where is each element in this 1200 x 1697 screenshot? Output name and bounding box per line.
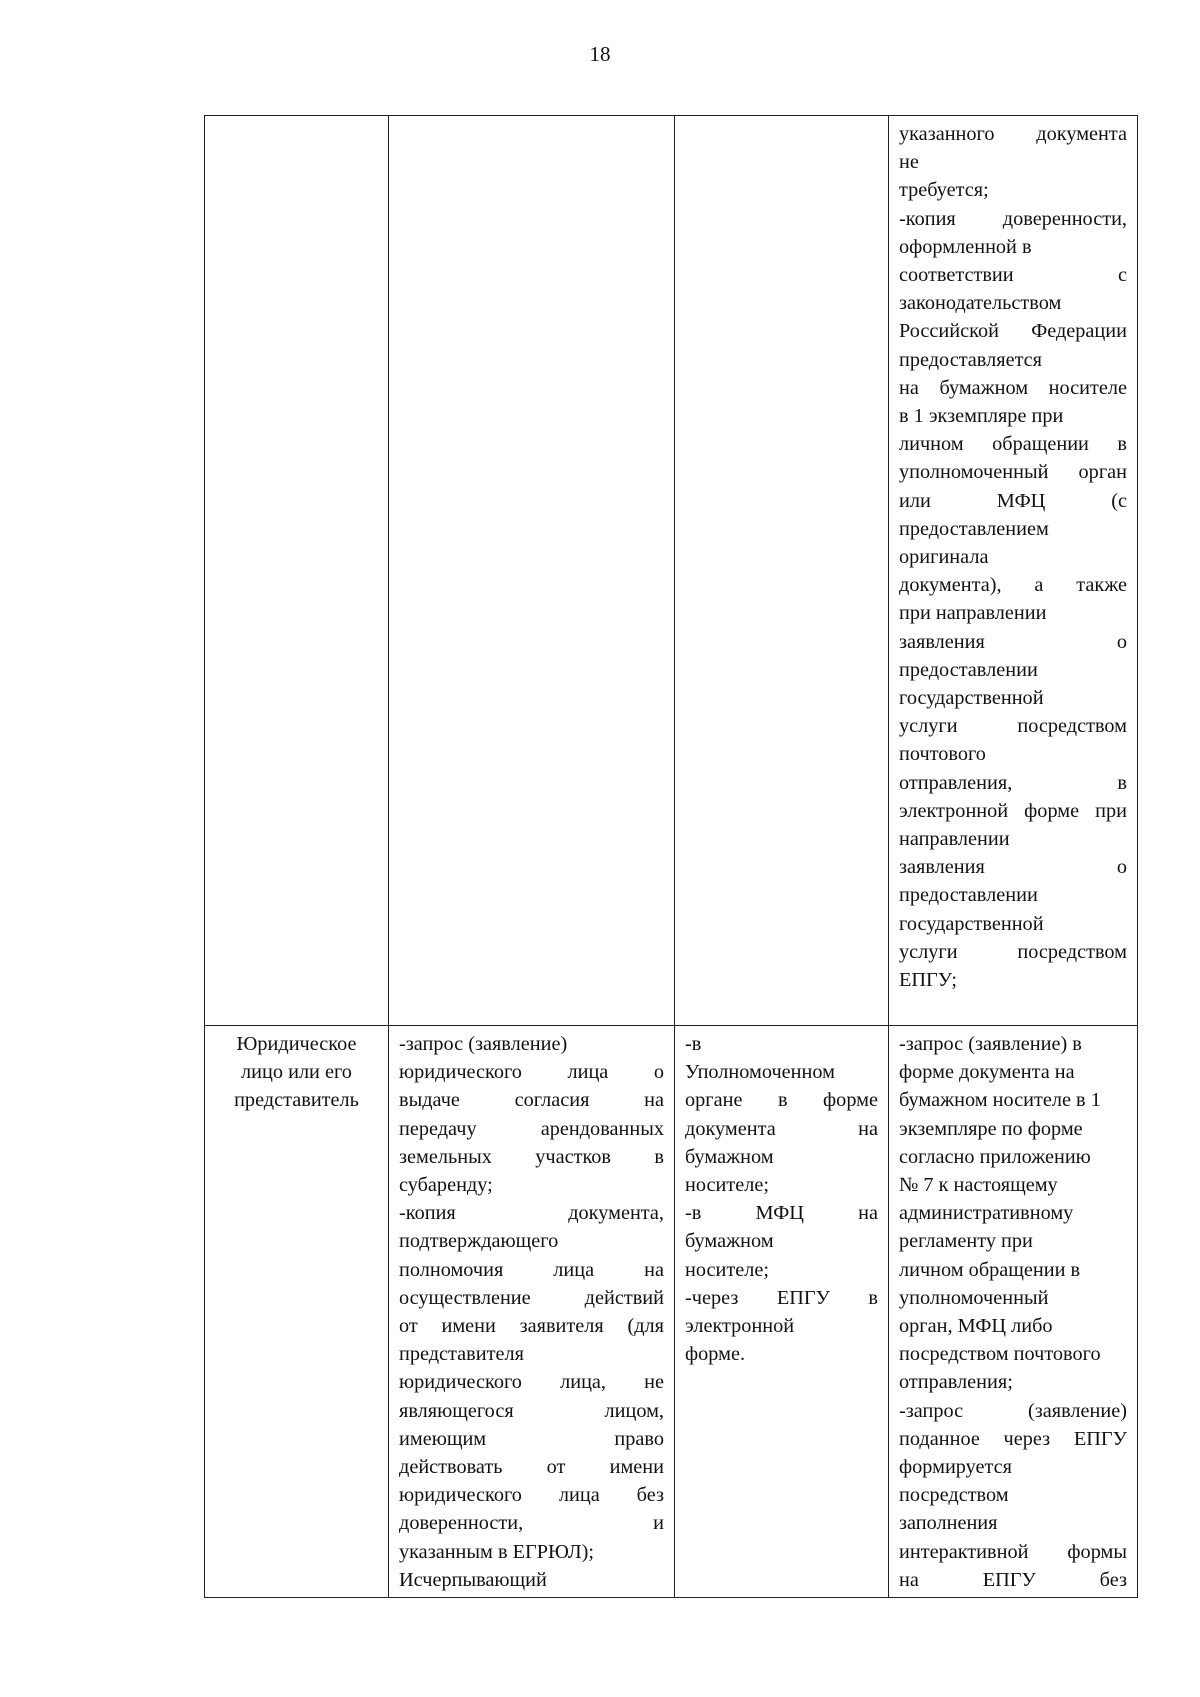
cell-text-line: земельных участков в xyxy=(399,1145,664,1168)
cell-text-line: -запрос (заявление) xyxy=(899,1399,1127,1422)
cell-text-line: указанным в ЕГРЮЛ); xyxy=(399,1540,594,1563)
cell-text-line: согласно приложению xyxy=(899,1145,1091,1168)
cell-text-line: государственной xyxy=(899,687,1044,710)
cell-text-line: законодательством xyxy=(899,292,1062,315)
cell-text-line: юридического лица без xyxy=(399,1484,664,1507)
cell-text-line: указанного документа xyxy=(899,123,1127,145)
cell-text-line: личном обращении в xyxy=(899,433,1127,456)
cell-text-line: Исчерпывающий xyxy=(399,1568,547,1591)
row2-submission-method-cell xyxy=(675,1026,889,1598)
cell-text-line: электронной форме при xyxy=(899,799,1127,822)
cell-text-line: документа на xyxy=(685,1117,878,1140)
cell-text-line: отправления; xyxy=(899,1371,1013,1394)
cell-text-line: -в МФЦ на xyxy=(685,1202,878,1225)
cell-text-line: заполнения xyxy=(899,1512,998,1535)
row2-documents-cell xyxy=(389,1026,675,1598)
row1-requirements-cell xyxy=(889,116,1138,1026)
row1-submission-method-cell xyxy=(675,116,889,1026)
cell-text-line: не xyxy=(899,151,919,174)
cell-text-line: передачу арендованных xyxy=(399,1117,664,1140)
cell-text-line: оригинала xyxy=(899,546,989,569)
cell-text-line: заявления о xyxy=(899,856,1127,879)
cell-text-line: № 7 к настоящему xyxy=(899,1174,1058,1197)
cell-text-line: носителе; xyxy=(685,1174,769,1197)
cell-text-line: -запрос (заявление) в xyxy=(899,1033,1082,1055)
cell-text-line: направлении xyxy=(899,828,1010,851)
cell-text-line: форме. xyxy=(685,1343,746,1366)
cell-text-line: предоставлением xyxy=(899,517,1049,540)
cell-text-line: ЕПГУ; xyxy=(899,969,957,992)
cell-text-line: форме документа на xyxy=(899,1061,1075,1084)
cell-text-line: требуется; xyxy=(899,179,989,202)
cell-text-line: предоставлении xyxy=(899,884,1038,907)
cell-text-line: интерактивной формы xyxy=(899,1540,1127,1563)
cell-text-line: орган, МФЦ либо xyxy=(899,1315,1053,1338)
cell-text-line: почтового xyxy=(899,743,986,766)
cell-text-line: личном обращении в xyxy=(899,1258,1081,1281)
cell-text-line: Российской Федерации xyxy=(899,320,1127,343)
cell-text-line: бумажном xyxy=(685,1145,774,1168)
cell-text-line: действовать от имени xyxy=(399,1456,664,1479)
cell-text-line: документа), а также xyxy=(899,574,1127,597)
row2-requirements-cell xyxy=(889,1026,1138,1598)
cell-text-line: соответствии с xyxy=(899,264,1127,287)
row1-applicant-cell xyxy=(205,116,389,1026)
cell-text-line: посредством почтового xyxy=(899,1343,1101,1366)
cell-text-line: -копия документа, xyxy=(399,1202,664,1225)
cell-text-line: выдаче согласия на xyxy=(399,1089,664,1112)
cell-text-line: посредством xyxy=(899,1484,1009,1507)
cell-text-line: бумажном xyxy=(685,1230,774,1253)
cell-text-line: уполномоченный орган xyxy=(899,461,1127,484)
cell-text-line: Уполномоченном xyxy=(685,1061,835,1084)
cell-text-line: юридического лица о xyxy=(399,1061,664,1084)
cell-text-line: являющегося лицом, xyxy=(399,1399,664,1422)
cell-text-line: имеющим право xyxy=(399,1427,664,1450)
cell-text-line: -через ЕПГУ в xyxy=(685,1286,878,1309)
cell-text-line: -в xyxy=(685,1033,702,1055)
cell-text-line: или МФЦ (с xyxy=(899,489,1127,512)
cell-text-line: полномочия лица на xyxy=(399,1258,664,1281)
cell-text-line: от имени заявителя (для xyxy=(399,1315,664,1338)
cell-text-line: отправления, в xyxy=(899,771,1127,794)
cell-text-line: услуги посредством xyxy=(899,940,1127,963)
cell-text-line: формируется xyxy=(899,1456,1012,1479)
cell-text-line: подтверждающего xyxy=(399,1230,559,1253)
cell-text-line: государственной xyxy=(899,912,1044,935)
cell-text-line: оформленной в xyxy=(899,235,1032,258)
cell-text-line: экземпляре по форме xyxy=(899,1117,1083,1140)
cell-text-line: регламенту при xyxy=(899,1230,1033,1253)
cell-text-line: -копия доверенности, xyxy=(899,207,1127,230)
cell-text-line: административному xyxy=(899,1202,1074,1225)
page-number: 18 xyxy=(589,42,611,66)
cell-text-line: в 1 экземпляре при xyxy=(899,405,1064,428)
cell-text-line: на ЕПГУ без xyxy=(899,1568,1127,1591)
cell-text-line: представителя xyxy=(399,1343,524,1366)
cell-text-line: электронной xyxy=(685,1315,795,1338)
table-row xyxy=(205,116,1138,1026)
cell-text-line: доверенности, и xyxy=(399,1512,664,1535)
cell-text-line: услуги посредством xyxy=(899,715,1127,738)
cell-text-line: представитель xyxy=(234,1089,359,1112)
table-row xyxy=(205,1026,1138,1598)
cell-text-line: -запрос (заявление) xyxy=(399,1033,568,1055)
cell-text-line: субаренду; xyxy=(399,1174,493,1197)
cell-text-line: поданное через ЕПГУ xyxy=(899,1427,1127,1450)
cell-text-line: уполномоченный xyxy=(899,1286,1049,1309)
cell-text-line: на бумажном носителе xyxy=(899,376,1127,399)
cell-text-line: предоставлении xyxy=(899,658,1038,681)
row1-documents-cell xyxy=(389,116,675,1026)
cell-text-line: органе в форме xyxy=(685,1089,878,1112)
cell-text-line: при направлении xyxy=(899,602,1047,625)
cell-text-line: предоставляется xyxy=(899,348,1043,371)
cell-text-line: юридического лица, не xyxy=(399,1371,664,1394)
cell-text-line: носителе; xyxy=(685,1258,769,1281)
cell-text-line: заявления о xyxy=(899,630,1127,653)
cell-text-line: лицо или его xyxy=(241,1061,352,1084)
document-table xyxy=(204,115,1138,1598)
cell-text-line: Юридическое xyxy=(236,1033,357,1055)
cell-text-line: осуществление действий xyxy=(399,1286,664,1309)
row2-applicant-cell xyxy=(205,1026,389,1598)
cell-text-line: бумажном носителе в 1 xyxy=(899,1089,1101,1112)
